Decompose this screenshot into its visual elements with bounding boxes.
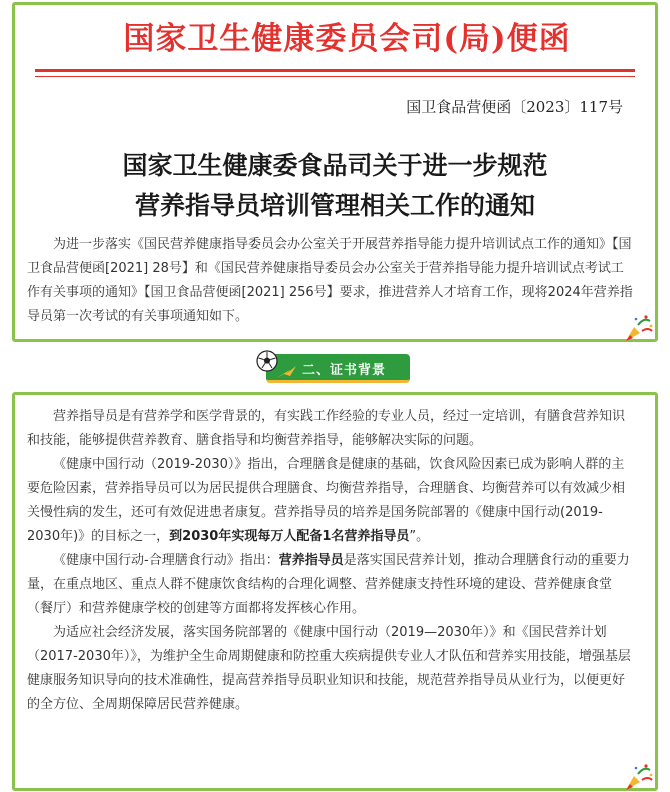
- paragraph-2: [27, 453, 635, 549]
- paragraph-3-lead: 《健康中国行动-合理膳食行动》指出：: [53, 553, 279, 568]
- paragraph-4: 为适应社会经济发展，落实国务院部署的《健康中国行动（2019—2030年）》和《国民营养计划（2017-2030年）》，为维护全生命周期健康和防控重大疾病提供专业人才队伍和营养实用技能，增强基层健康服务知识导向的技术准确性，提高营养指导员职业知识和技能，规范营养指导员从业行为，以便更好的全方位、全周期保障居民营养健康。: [27, 625, 631, 712]
- party-popper-icon: [624, 313, 654, 343]
- paragraph-1: 营养指导员是有营养学和医学背景的，有实践工作经验的专业人员，经过一定培训，有膳食营养知识和技能，能够提供营养教育、膳食指导和均衡营养指导，能够解决实际的问题。: [27, 409, 626, 448]
- document-title-line-1: 国家卫生健康委食品司关于进一步规范: [122, 151, 548, 180]
- soccer-ball-icon: [256, 350, 278, 372]
- section-badge-label: 二、证书背景: [301, 363, 386, 378]
- document-header: 国家卫生健康委员会司(局)便函: [123, 21, 571, 57]
- paragraph-2-text: 《健康中国行动（2019-2030）》指出，合理膳食是健康的基础，饮食风险因素已成为影响人群的主要危险因素，营养指导员可以为居民提供合理膳食、均衡营养指导，合理膳食、均衡营养可以有效减少相关慢性病的发生，还可有效促进患者康复。营养指导员的培养是国务院部署的《健康中国行动(2019-2030年)》的目标之一，: [27, 457, 626, 544]
- paragraph-3-text: 是落实国民营养计划，推动合理膳食行动的重要力量，在重点地区、重点人群不健康饮食结构的合理化调整、营养健康支持性环境的建设、营养健康食堂（餐厅）和营养健康学校的创建等方面都将发挥核心作用。: [27, 553, 630, 616]
- document-title-line-2: 营养指导员培训管理相关工作的通知: [134, 191, 535, 220]
- paragraph-2-emphasis: 到2030年实现每万人配备1名营养指导员: [169, 529, 410, 544]
- paragraph-2-close: ”。: [409, 529, 430, 544]
- paragraph-3-emphasis: 营养指导员: [278, 553, 344, 568]
- section-body: [27, 405, 635, 717]
- notice-header-card: [12, 2, 658, 342]
- party-popper-icon: [624, 762, 654, 792]
- header-rule-thick: [35, 69, 635, 72]
- document-title: [15, 146, 655, 226]
- intro-paragraph: 为进一步落实《国民营养健康指导委员会办公室关于开展营养指导能力提升培训试点工作的通知》【国卫食品营便函[2021] 28号】和《国民营养健康指导委员会办公室关于营养指导能力提升培训试点考试工作有关事项的通知》【国卫食品营便函[2021] 256号】要求，推进营养人才培育工作，现将2024年营养指导员第一次考试的有关事项通知如下。: [27, 237, 633, 324]
- paragraph-3: [27, 549, 635, 621]
- document-number: 国卫食品营便函〔2023〕117号: [406, 98, 623, 116]
- header-rule-thin: [35, 76, 635, 77]
- section-badge: [256, 350, 416, 386]
- certificate-background-card: [12, 392, 658, 791]
